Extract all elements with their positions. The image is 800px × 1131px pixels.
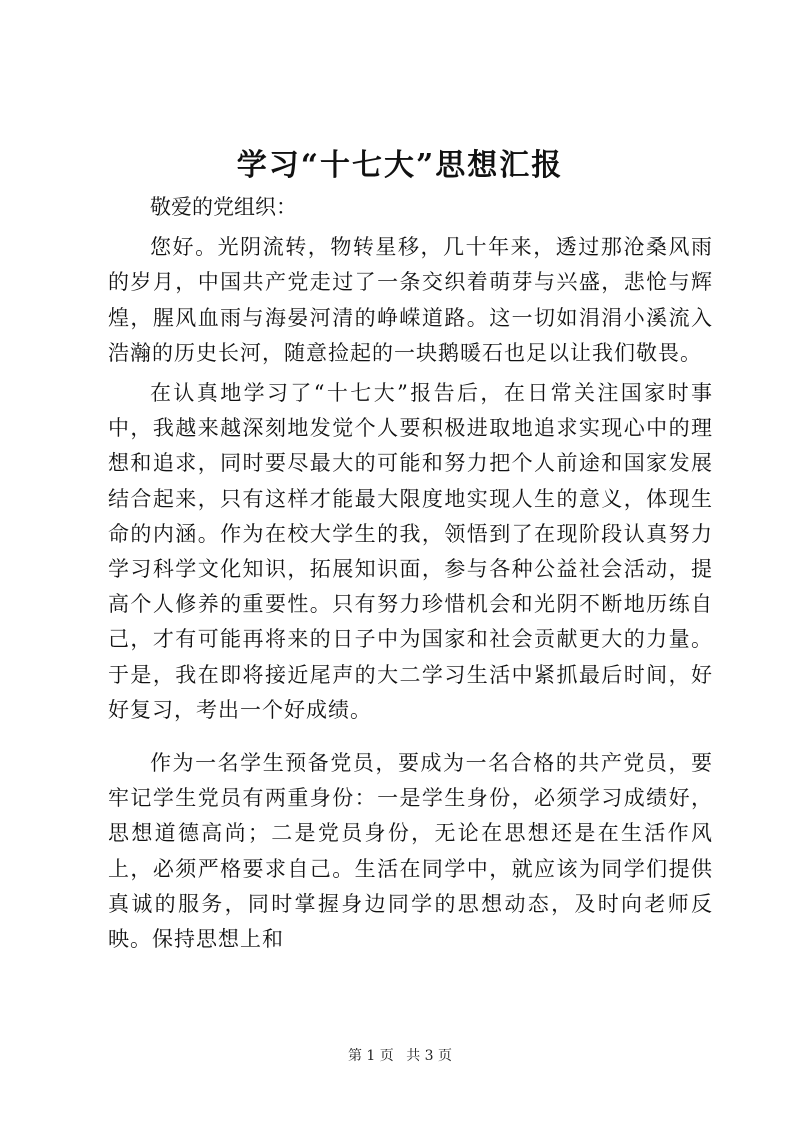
page-total: 共 3 页 <box>406 1048 453 1064</box>
document-body <box>108 190 713 957</box>
paragraph-1: 您好。光阴流转，物转星移，几十年来，透过那沧桑风雨的岁月，中国共产党走过了一条交织着萌芽与兴盛，悲怆与辉煌，腥风血雨与海晏河清的峥嵘道路。这一切如涓涓小溪流入浩瀚的历史长河，随意捡起的一块鹅暖石也足以让我们敬畏。 <box>108 235 713 365</box>
paragraph-3: 作为一名学生预备党员，要成为一名合格的共产党员，要牢记学生党员有两重身份：一是学生身份，必须学习成绩好，思想道德高尚；二是党员身份，无论在思想还是在生活作风上，必须严格要求自己。生活在同学中，就应该为同学们提供真诚的服务，同时掌握身边同学的思想动态，及时向老师反映。保持思想上和 <box>108 751 713 952</box>
page-number: 第 1 页 <box>347 1048 394 1064</box>
greeting: 敬爱的党组织： <box>150 195 297 219</box>
paragraph-2: 在认真地学习了“十七大”报告后，在日常关注国家时事中，我越来越深刻地发觉个人要积极进取地追求实现心中的理想和追求，同时要尽最大的可能和努力把个人前途和国家发展结合起来，只有这样才能最大限度地实现人生的意义，体现生命的内涵。作为在校大学生的我，领悟到了在现阶段认真努力学习科学文化知识，拓展知识面，参与各种公益社会活动，提高个人修养的重要性。只有努力珍惜机会和光阴不断地历练自己，才有可能再将来的日子中为国家和社会贡献更大的力量。于是，我在即将接近尾声的大二学习生活中紧抓最后时间，好好复习，考出一个好成绩。 <box>108 381 713 722</box>
page-title: 学习“十七大”思想汇报 <box>236 148 564 183</box>
page-footer <box>0 1045 800 1065</box>
